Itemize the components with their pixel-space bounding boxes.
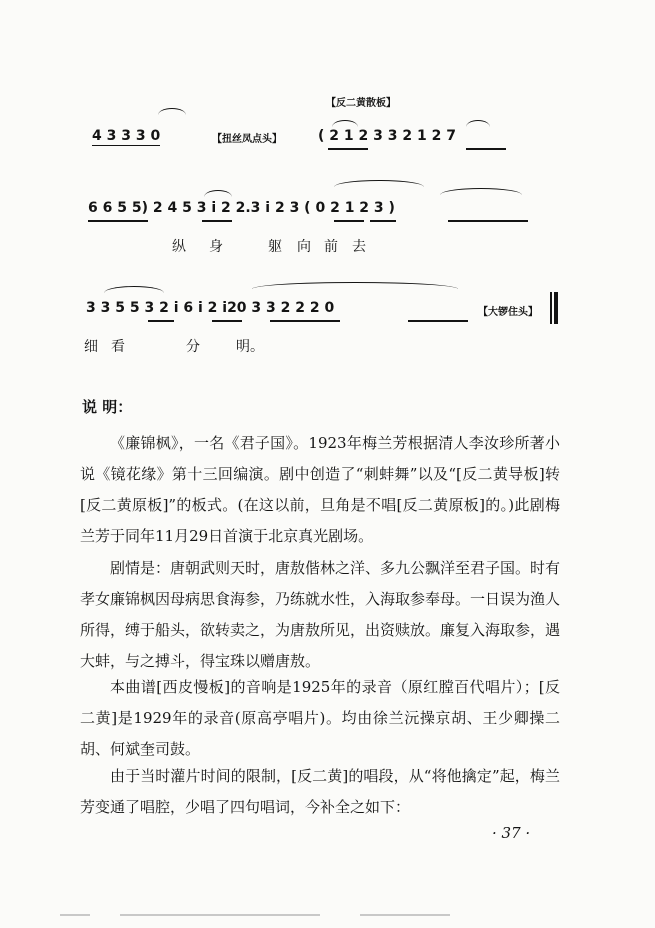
score-line1-notes-b: ( 2 1 2 3 3 2 1 2 7 xyxy=(318,128,456,144)
slur-arc xyxy=(252,282,458,289)
lyric: 躯 xyxy=(268,239,282,255)
underline xyxy=(334,220,364,222)
lyric: 分 xyxy=(186,339,200,355)
underline xyxy=(370,220,396,222)
paragraph-recording: 本曲谱[西皮慢板]的音响是1925年的录音（原红膛百代唱片）；[反二黄]是1929年的录音(原高亭唱片)。均由徐兰沅操京胡、王少卿操二胡、何斌奎司鼓。 xyxy=(80,678,560,758)
slur-arc xyxy=(332,120,358,127)
slur-arc xyxy=(104,286,164,293)
final-barline-thin xyxy=(550,292,552,324)
lyric: 前 xyxy=(324,239,338,255)
score-line3-notes: 3 3 5 5 3 2 i 6 i 2 i20 3 3 2 2 2 0 xyxy=(86,300,335,316)
lyric: 身 xyxy=(209,239,223,255)
lyric: 看 xyxy=(111,339,125,355)
scan-artifact xyxy=(360,914,450,916)
banban-label: 【反二黄散板】 xyxy=(326,98,396,109)
underline xyxy=(448,220,528,222)
scan-artifact xyxy=(120,914,320,916)
final-barline-thick xyxy=(554,292,558,324)
lyric: 向 xyxy=(297,239,311,255)
lyric: 纵 xyxy=(172,239,186,255)
underline xyxy=(88,220,148,222)
lyric: 去 xyxy=(352,239,366,255)
slur-arc xyxy=(440,188,522,195)
underline xyxy=(328,148,368,150)
score-line3-tag: 【大锣住头】 xyxy=(478,307,538,318)
slur-arc xyxy=(334,180,424,187)
slur-arc xyxy=(158,108,186,115)
lyric: 细 xyxy=(84,339,98,355)
slur-arc xyxy=(204,190,232,197)
paragraph-intro: 《廉锦枫》，一名《君子国》。1923年梅兰芳根据清人李汝珍所著小说《镜花缘》第十三回编演。剧中创造了“刺蚌舞”以及“[反二黄导板]转[反二黄原板]”的板式。(在这以前，旦角是不唱[反二黄原板]的。)此剧梅兰芳于同年11月29日首演于北京真光剧场。 xyxy=(80,434,560,545)
lyric: 明。 xyxy=(236,339,264,355)
page-number: · 37 · xyxy=(492,824,531,842)
slur-arc xyxy=(466,120,490,127)
scan-artifact xyxy=(60,914,90,916)
underline xyxy=(202,220,232,222)
underline xyxy=(270,320,340,322)
notes-heading: 说 明： xyxy=(82,398,133,416)
score-line1-notes-a: 4 3 3 3 0 xyxy=(92,128,161,144)
score-line1-tag: 【扭丝凤点头】 xyxy=(212,134,282,145)
score-line2-notes: 6 6 5 5) 2 4 5 3 i 2 2.3 i 2 3 ( 0 2 1 2 3 ) xyxy=(88,200,395,216)
underline xyxy=(212,320,242,322)
underline xyxy=(148,320,174,322)
underline xyxy=(408,320,468,322)
paragraph-plot: 剧情是：唐朝武则天时，唐敖偕林之洋、多九公飘洋至君子国。时有孝女廉锦枫因母病思食海参，乃练就水性，入海取参奉母。一日误为渔人所得，缚于船头，欲转卖之，为唐敖所见，出资赎放。廉复入海取参，遇大蚌，与之搏斗，得宝珠以赠唐敖。 xyxy=(80,559,561,670)
paragraph-supplement: 由于当时灌片时间的限制，[反二黄]的唱段，从“将他擒定”起，梅兰芳变通了唱腔，少唱了四句唱词，今补全之如下： xyxy=(80,767,560,816)
underline xyxy=(466,148,506,150)
